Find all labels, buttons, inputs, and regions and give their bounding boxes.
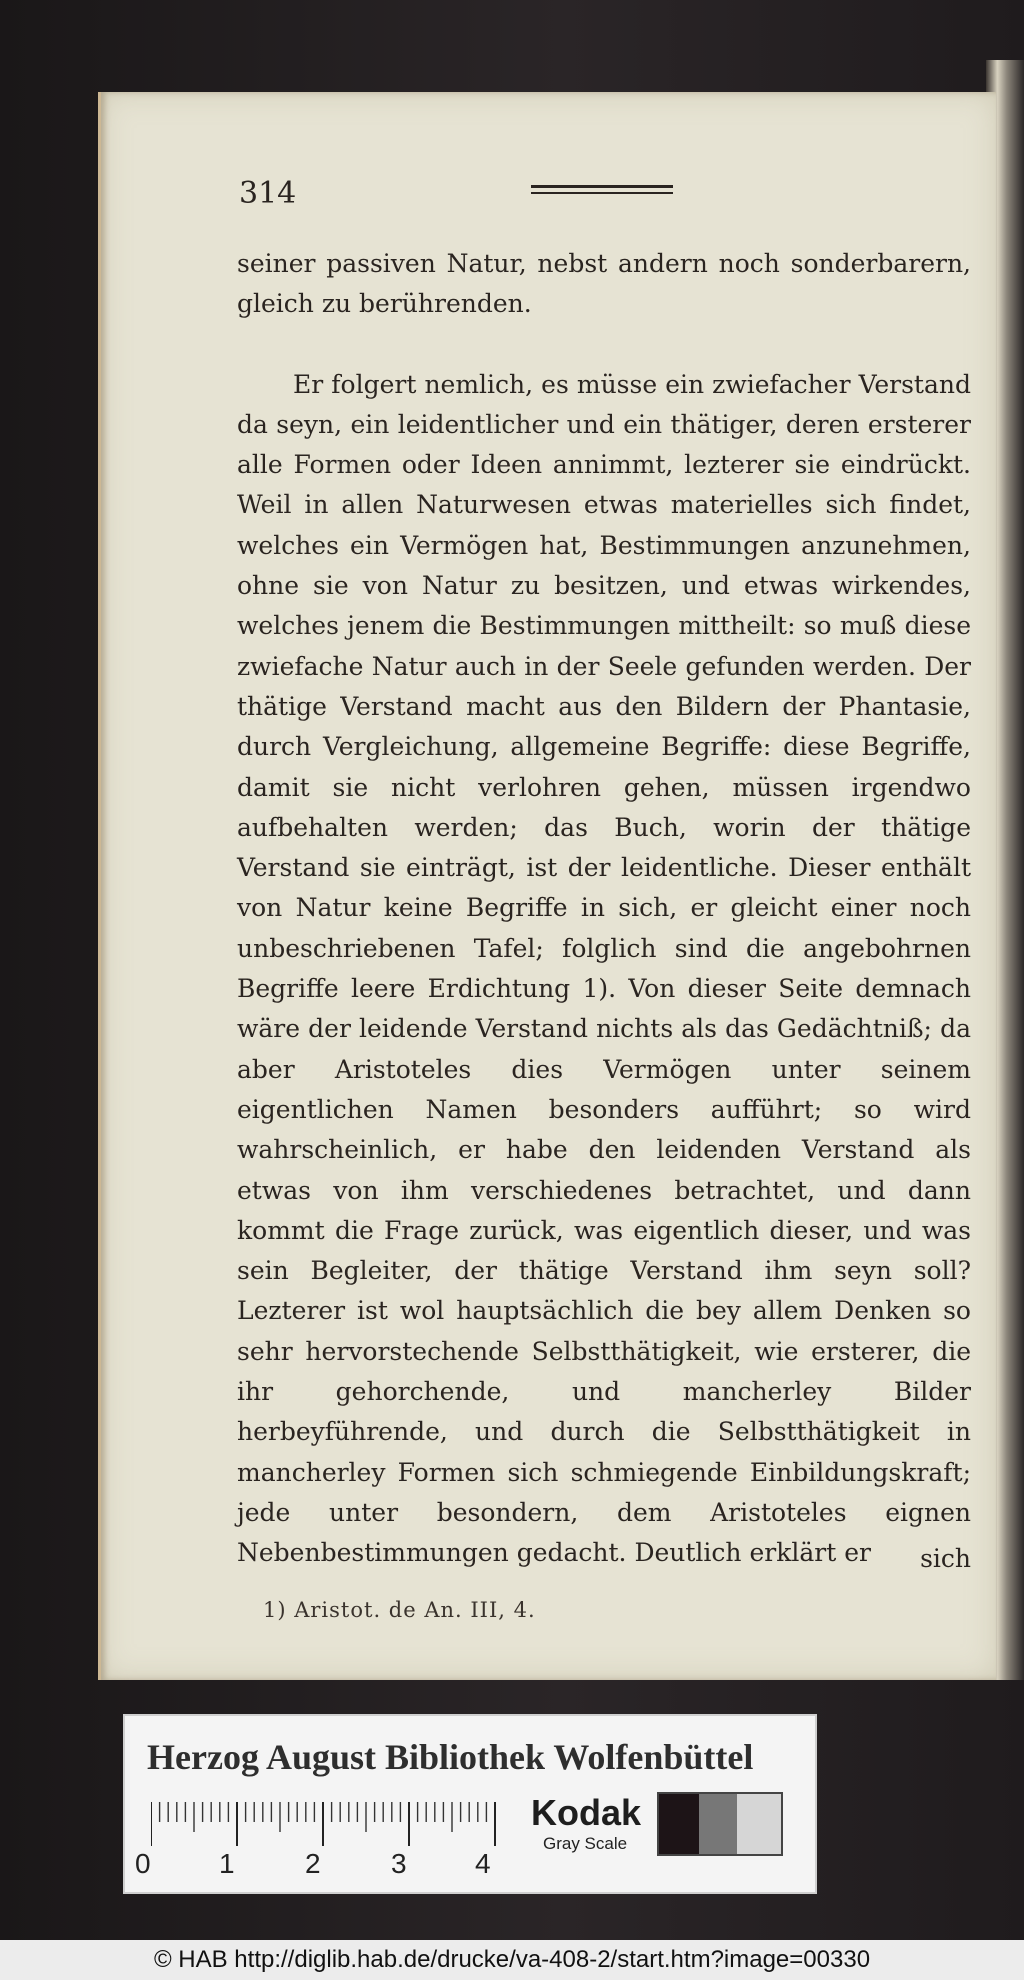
ruler-label-2: 2 [305, 1848, 321, 1879]
swatch-mid [699, 1794, 737, 1854]
paragraph-continuation: seiner passiven Natur, nebst andern noch sonderbarern, gleich zu berührenden. [237, 249, 971, 319]
page-number: 314 [239, 176, 297, 211]
copyright-url: © HAB http://diglib.hab.de/drucke/va-408-2/start.htm?image=00330 [153, 1946, 871, 1973]
gray-scale-label: Gray Scale [543, 1834, 628, 1853]
swatch-dark [659, 1794, 699, 1854]
swatch-light [737, 1794, 781, 1854]
ruler-label-1: 1 [219, 1848, 235, 1879]
ruler-label-3: 3 [391, 1848, 407, 1879]
library-name: Herzog August Bibliothek Wolfenbüttel [147, 1737, 754, 1777]
book-page [98, 92, 996, 1680]
ruler-labels [135, 1848, 535, 1882]
gray-swatches [657, 1792, 783, 1856]
color-card [123, 1714, 817, 1894]
catchword: sich [920, 1544, 971, 1573]
footer-bar [0, 1940, 1024, 1980]
paragraph-main: Er folgert nemlich, es müsse ein zwiefacher Verstand da seyn, ein leidentlicher und ein thätiger, deren ersterer alle Formen oder Ideen annimmt, lezterer sie eindrückt. Weil in allen Naturwesen etwas materielles sich findet, welches ein Vermögen hat, Bestimmungen anzunehmen, ohne sie von Natur zu besitzen, und etwas wirkendes, welches jenem die Bestimmungen mittheilt: so muß diese zwiefache Natur auch in der Seele gefunden werden. Der thätige Verstand macht aus den Bildern der Phantasie, durch Vergleichung, allgemeine Begriffe: diese Begriffe, damit sie nicht verlohren gehen, müssen irgendwo aufbehalten werden; das Buch, worin der thätige Verstand sie einträgt, ist der leidentliche. Dieser enthält von Natur keine Begriffe in sich, er gleicht einer noch unbeschriebenen Tafel; folglich sind die angebohrnen Begriffe leere Erdichtung 1). Von dieser Seite demnach wäre der leidende Verstand nichts als das Gedächtniß; da aber Aristoteles dies Vermögen unter seinem eigentlichen Namen besonders aufführt; so wird wahrscheinlich, er habe den leidenden Verstand als etwas von ihm verschiedenes betrachtet, und dann kommt die Frage zurück, was eigentlich dieser, und was sein Begleiter, der thätige Verstand ihm seyn soll? Lezterer ist wol hauptsächlich die bey allem Denken so sehr hervorstechende Selbstthätigkeit, wie ersterer, die ihr gehorchende, und mancherley Bilder herbeyführende, und durch die Selbstthätigkeit in mancherley Formen sich schmiegende Einbildungskraft; jede unter besondern, dem Aristoteles eignen Nebenbestimmungen gedacht. Deutlich erklärt er [237, 369, 971, 1568]
kodak-logo: Kodak [531, 1792, 642, 1833]
page-body [237, 244, 971, 1574]
footnote: 1) Aristot. de An. III, 4. [263, 1598, 536, 1622]
header-rule [531, 185, 673, 194]
ruler-label-0: 0 [135, 1848, 151, 1879]
ruler-scale [151, 1800, 509, 1848]
ruler-label-4: 4 [475, 1848, 491, 1879]
